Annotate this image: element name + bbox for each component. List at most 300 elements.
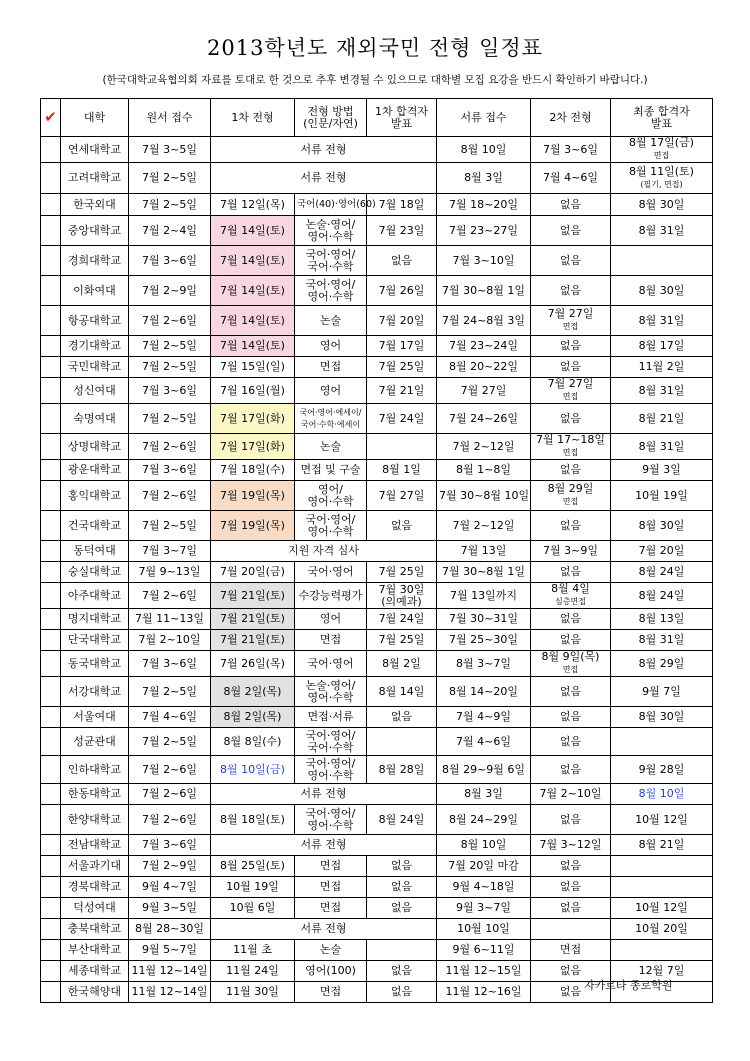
table-row [41, 630, 713, 651]
univ-name: 서울과기대 [61, 856, 129, 877]
apply-period: 7월 2~5일 [129, 163, 211, 194]
table-row [41, 481, 713, 511]
final-date: 8월 30일 [611, 194, 713, 216]
final-date: 8월 30일 [611, 511, 713, 541]
check-cell [41, 246, 61, 276]
pass1-date: 7월 24일 [367, 404, 437, 434]
final-date: 12월 7일 [611, 961, 713, 982]
exam-method: 영어(100) [295, 961, 367, 982]
round2-date: 없음 [531, 756, 611, 784]
table-row [41, 357, 713, 378]
pass1-date [367, 434, 437, 460]
pass1-date: 8월 14일 [367, 677, 437, 707]
docs-period: 7월 3~6일 [531, 137, 611, 163]
table-header-row [41, 99, 713, 137]
docs-period: 7월 24~26일 [437, 404, 531, 434]
apply-period: 7월 2~6일 [129, 784, 211, 805]
table-row [41, 541, 713, 562]
round1-date: 7월 17일(화) [211, 404, 295, 434]
round2-date: 없음 [531, 677, 611, 707]
round1-date: 7월 14일(토) [211, 336, 295, 357]
apply-period: 11월 12~14일 [129, 982, 211, 1003]
exam-method: 면접 [295, 898, 367, 919]
docs-period: 8월 14~20일 [437, 677, 531, 707]
exam-method: 영어/ 영어·수학 [295, 481, 367, 511]
round2-date: 없음 [531, 276, 611, 306]
page-subtitle: (한국대학교육협의회 자료를 토대로 한 것으로 추후 변경될 수 있으므로 대학별 모집 요강을 반드시 확인하기 바랍니다.) [102, 74, 648, 86]
table-row [41, 378, 713, 404]
merged-screening: 서류 전형 [211, 137, 437, 163]
apply-period: 7월 3~7일 [129, 541, 211, 562]
round2-date: 없음 [531, 562, 611, 583]
check-cell [41, 434, 61, 460]
table-row [41, 404, 713, 434]
univ-name: 경희대학교 [61, 246, 129, 276]
final-date: 8월 21일 [611, 404, 713, 434]
check-cell [41, 856, 61, 877]
apply-period: 7월 3~6일 [129, 460, 211, 481]
table-row [41, 609, 713, 630]
check-cell [41, 562, 61, 583]
univ-name: 인하대학교 [61, 756, 129, 784]
apply-period: 7월 2~5일 [129, 336, 211, 357]
check-cell [41, 919, 61, 940]
round1-date: 7월 16일(월) [211, 378, 295, 404]
table-row [41, 216, 713, 246]
apply-period: 7월 2~4일 [129, 216, 211, 246]
round1-date: 11월 24일 [211, 961, 295, 982]
pass1-date: 없음 [367, 982, 437, 1003]
check-cell [41, 940, 61, 961]
final-date: 8월 30일 [611, 707, 713, 728]
univ-name: 연세대학교 [61, 137, 129, 163]
docs-period: 7월 13일까지 [437, 583, 531, 609]
round1-date: 7월 12일(목) [211, 194, 295, 216]
round1-date: 10월 6일 [211, 898, 295, 919]
round2-date: 없음 [531, 961, 611, 982]
final-date: 9월 7일 [611, 677, 713, 707]
pass1-date: 8월 10일 [437, 835, 531, 856]
pass1-date: 7월 26일 [367, 276, 437, 306]
final-date: 8월 31일 [611, 378, 713, 404]
docs-period: 7월 2~10일 [531, 784, 611, 805]
round2-date: 7월 27일 면접 [531, 306, 611, 336]
check-cell [41, 511, 61, 541]
round2-date: 없음 [531, 898, 611, 919]
final-date: 8월 30일 [611, 276, 713, 306]
univ-name: 경기대학교 [61, 336, 129, 357]
round2-date: 없음 [531, 609, 611, 630]
check-cell [41, 194, 61, 216]
round2-date: 없음 [531, 982, 611, 1003]
round1-date: 7월 21일(토) [211, 630, 295, 651]
univ-name: 단국대학교 [61, 630, 129, 651]
round2-date: 7월 20일 [611, 541, 713, 562]
col-header-round2: 2차 전형 [531, 99, 611, 137]
docs-period [531, 919, 611, 940]
docs-period: 7월 2~12일 [437, 434, 531, 460]
pass1-date: 7월 24일 [367, 609, 437, 630]
docs-period: 8월 1~8일 [437, 460, 531, 481]
table-row [41, 707, 713, 728]
table-row [41, 194, 713, 216]
apply-period: 7월 11~13일 [129, 609, 211, 630]
univ-name: 건국대학교 [61, 511, 129, 541]
apply-period: 7월 2~6일 [129, 583, 211, 609]
final-date: 8월 17일 [611, 336, 713, 357]
col-header-method: 전형 방법 (인문/자연) [295, 99, 367, 137]
round1-date: 7월 18일(수) [211, 460, 295, 481]
final-date: 8월 29일 [611, 651, 713, 677]
univ-name: 전남대학교 [61, 835, 129, 856]
check-cell [41, 336, 61, 357]
apply-period: 11월 12~14일 [129, 961, 211, 982]
pass1-date: 없음 [367, 856, 437, 877]
exam-method: 논술 [295, 434, 367, 460]
check-cell [41, 481, 61, 511]
exam-method: 국어·영어 [295, 651, 367, 677]
exam-method: 국어·영어·에세이/ 국어·수학·에세이 [295, 404, 367, 434]
apply-period: 7월 2~5일 [129, 511, 211, 541]
apply-period: 7월 2~5일 [129, 677, 211, 707]
round2-date: 7월 27일 면접 [531, 378, 611, 404]
univ-name: 동국대학교 [61, 651, 129, 677]
apply-period: 7월 3~6일 [129, 835, 211, 856]
univ-name: 홍익대학교 [61, 481, 129, 511]
apply-period: 7월 2~10일 [129, 630, 211, 651]
exam-method: 영어 [295, 609, 367, 630]
table-row [41, 877, 713, 898]
apply-period: 7월 3~6일 [129, 651, 211, 677]
exam-method: 국어·영어 [295, 562, 367, 583]
univ-name: 서울여대 [61, 707, 129, 728]
pass1-date [367, 728, 437, 756]
check-cell [41, 163, 61, 194]
apply-period: 7월 3~6일 [129, 246, 211, 276]
final-date: 9월 3일 [611, 460, 713, 481]
exam-method: 논술·영어/ 영어·수학 [295, 677, 367, 707]
docs-period: 8월 3~7일 [437, 651, 531, 677]
apply-period: 7월 3~6일 [129, 378, 211, 404]
schedule-table [40, 98, 713, 1003]
final-date: 8월 13일 [611, 609, 713, 630]
pass1-date: 7월 21일 [367, 378, 437, 404]
round1-date: 11월 초 [211, 940, 295, 961]
apply-period: 7월 2~6일 [129, 434, 211, 460]
table-row [41, 460, 713, 481]
round2-date: 없음 [531, 336, 611, 357]
table-row [41, 728, 713, 756]
exam-method: 면접 [295, 357, 367, 378]
univ-name: 국민대학교 [61, 357, 129, 378]
docs-period: 11월 12~15일 [437, 961, 531, 982]
check-cell [41, 877, 61, 898]
round2-date: 없음 [531, 357, 611, 378]
round2-date: 없음 [531, 877, 611, 898]
round1-date: 7월 14일(토) [211, 276, 295, 306]
table-row [41, 919, 713, 940]
final-date: 10월 12일 [611, 898, 713, 919]
pass1-date: 8월 1일 [367, 460, 437, 481]
table-row [41, 511, 713, 541]
final-date: 8월 31일 [611, 306, 713, 336]
pass1-date: 7월 25일 [367, 630, 437, 651]
page-title: 2013학년도 재외국민 전형 일정표 [207, 36, 543, 60]
docs-period: 7월 30~8월 1일 [437, 562, 531, 583]
round1-date: 7월 17일(화) [211, 434, 295, 460]
check-cell [41, 541, 61, 562]
round2-date: 면접 [531, 940, 611, 961]
final-date: 10월 19일 [611, 481, 713, 511]
pass1-date: 7월 25일 [367, 562, 437, 583]
exam-method: 논술 [295, 306, 367, 336]
docs-period: 9월 4~18일 [437, 877, 531, 898]
univ-name: 중앙대학교 [61, 216, 129, 246]
docs-period: 7월 4~6일 [531, 163, 611, 194]
table-row [41, 805, 713, 835]
final-date: 9월 28일 [611, 756, 713, 784]
pass1-date: 8월 3일 [437, 784, 531, 805]
univ-name: 숙명여대 [61, 404, 129, 434]
round2-date: 8월 17일(금) 면접 [611, 137, 713, 163]
schedule-body [41, 137, 713, 1003]
docs-period: 7월 30~8월 10일 [437, 481, 531, 511]
univ-name: 성균관대 [61, 728, 129, 756]
exam-method: 면접 [295, 982, 367, 1003]
check-cell [41, 961, 61, 982]
round1-date: 8월 10일(금) [211, 756, 295, 784]
table-row [41, 137, 713, 163]
round1-date: 10월 19일 [211, 877, 295, 898]
exam-method: 면접 [295, 630, 367, 651]
pass1-date: 없음 [367, 898, 437, 919]
univ-name: 한양대학교 [61, 805, 129, 835]
apply-period: 7월 2~6일 [129, 756, 211, 784]
exam-method: 국어·영어/ 영어·수학 [295, 756, 367, 784]
univ-name: 항공대학교 [61, 306, 129, 336]
univ-name: 숭실대학교 [61, 562, 129, 583]
round1-date: 7월 20일(금) [211, 562, 295, 583]
pass1-date: 7월 25일 [367, 357, 437, 378]
round2-date: 7월 17~18일 면접 [531, 434, 611, 460]
merged-screening: 서류 전형 [211, 784, 437, 805]
pass1-date: 없음 [367, 961, 437, 982]
univ-name: 덕성여대 [61, 898, 129, 919]
round1-date: 7월 19일(목) [211, 481, 295, 511]
merged-screening: 서류 전형 [211, 919, 437, 940]
round1-date: 7월 15일(일) [211, 357, 295, 378]
pass1-date: 7월 17일 [367, 336, 437, 357]
apply-period: 7월 2~5일 [129, 194, 211, 216]
final-date [611, 940, 713, 961]
round2-date: 없음 [531, 216, 611, 246]
apply-period: 8월 28~30일 [129, 919, 211, 940]
table-row [41, 276, 713, 306]
final-date: 8월 31일 [611, 630, 713, 651]
table-row [41, 562, 713, 583]
docs-period: 7월 27일 [437, 378, 531, 404]
exam-method: 면접 [295, 877, 367, 898]
round2-date: 8월 21일 [611, 835, 713, 856]
check-cell [41, 982, 61, 1003]
table-row [41, 246, 713, 276]
pass1-date: 7월 23일 [367, 216, 437, 246]
round2-date: 8월 29일 면접 [531, 481, 611, 511]
table-row [41, 856, 713, 877]
docs-period: 7월 3~10일 [437, 246, 531, 276]
univ-name: 명지대학교 [61, 609, 129, 630]
table-row [41, 163, 713, 194]
exam-method: 영어 [295, 378, 367, 404]
univ-name: 성신여대 [61, 378, 129, 404]
docs-period: 7월 24~8월 3일 [437, 306, 531, 336]
exam-method: 국어·영어/ 영어·수학 [295, 805, 367, 835]
pass1-date: 8월 24일 [367, 805, 437, 835]
docs-period: 7월 3~12일 [531, 835, 611, 856]
pass1-date: 8월 10일 [437, 137, 531, 163]
col-header-round1: 1차 전형 [211, 99, 295, 137]
table-row [41, 756, 713, 784]
final-date: 11월 2일 [611, 357, 713, 378]
table-row [41, 434, 713, 460]
round2-date: 없음 [531, 630, 611, 651]
check-cell [41, 756, 61, 784]
docs-period: 7월 4~9일 [437, 707, 531, 728]
pass1-date: 없음 [367, 511, 437, 541]
final-date: 8월 24일 [611, 562, 713, 583]
pass1-date: 없음 [367, 246, 437, 276]
check-cell [41, 583, 61, 609]
check-cell [41, 137, 61, 163]
docs-period: 8월 24~29일 [437, 805, 531, 835]
round2-date: 8월 11일(토) (필기, 면접) [611, 163, 713, 194]
round2-date: 없음 [531, 707, 611, 728]
round1-date: 7월 19일(목) [211, 511, 295, 541]
exam-method: 논술·영어/ 영어·수학 [295, 216, 367, 246]
exam-method: 국어·영어/ 국어·수학 [295, 246, 367, 276]
table-row [41, 677, 713, 707]
apply-period: 9월 4~7일 [129, 877, 211, 898]
table-row [41, 336, 713, 357]
pass1-date: 7월 30일 (의예과) [367, 583, 437, 609]
round2-date: 8월 4일 심층면접 [531, 583, 611, 609]
docs-period: 7월 30~31일 [437, 609, 531, 630]
univ-name: 경북대학교 [61, 877, 129, 898]
docs-period: 9월 6~11일 [437, 940, 531, 961]
exam-method: 면접 [295, 856, 367, 877]
round1-date: 8월 2일(목) [211, 707, 295, 728]
table-row [41, 651, 713, 677]
round2-date: 없음 [531, 460, 611, 481]
round2-date: 10월 20일 [611, 919, 713, 940]
round1-date: 7월 14일(토) [211, 216, 295, 246]
table-row [41, 835, 713, 856]
pass1-date: 8월 28일 [367, 756, 437, 784]
univ-name: 광운대학교 [61, 460, 129, 481]
col-header-univ: 대학 [61, 99, 129, 137]
check-cell [41, 707, 61, 728]
round1-date: 7월 21일(토) [211, 583, 295, 609]
apply-period: 7월 2~6일 [129, 805, 211, 835]
round2-date: 없음 [531, 511, 611, 541]
docs-period: 7월 2~12일 [437, 511, 531, 541]
final-date: 8월 31일 [611, 434, 713, 460]
col-header-final: 최종 합격자 발표 [611, 99, 713, 137]
pass1-date: 7월 20일 [367, 306, 437, 336]
docs-period: 7월 18~20일 [437, 194, 531, 216]
pass1-date: 8월 2일 [367, 651, 437, 677]
apply-period: 9월 3~5일 [129, 898, 211, 919]
check-cell [41, 216, 61, 246]
check-cell [41, 306, 61, 336]
univ-name: 고려대학교 [61, 163, 129, 194]
check-cell [41, 357, 61, 378]
pass1-date: 없음 [367, 707, 437, 728]
apply-period: 7월 2~6일 [129, 481, 211, 511]
docs-period: 7월 23~24일 [437, 336, 531, 357]
exam-method: 국어·영어/ 국어·수학 [295, 728, 367, 756]
apply-period: 7월 2~9일 [129, 856, 211, 877]
round2-date: 없음 [531, 404, 611, 434]
col-header-pass1: 1차 합격자 발표 [367, 99, 437, 137]
univ-name: 부산대학교 [61, 940, 129, 961]
apply-period: 7월 2~5일 [129, 357, 211, 378]
apply-period: 7월 2~5일 [129, 404, 211, 434]
pass1-date: 없음 [367, 877, 437, 898]
final-date: 8월 31일 [611, 216, 713, 246]
final-date [611, 856, 713, 877]
apply-period: 7월 9~13일 [129, 562, 211, 583]
pass1-date [367, 940, 437, 961]
docs-period: 7월 20일 마감 [437, 856, 531, 877]
final-date [611, 877, 713, 898]
check-cell [41, 378, 61, 404]
round1-date: 8월 18일(토) [211, 805, 295, 835]
final-date: 10월 12일 [611, 805, 713, 835]
footer-credit: 자카르타 종로학원 [584, 979, 673, 992]
pass1-date: 8월 3일 [437, 163, 531, 194]
univ-name: 이화여대 [61, 276, 129, 306]
table-row [41, 306, 713, 336]
docs-period: 7월 4~6일 [437, 728, 531, 756]
check-cell [41, 835, 61, 856]
final-date: 8월 24일 [611, 583, 713, 609]
round2-date: 없음 [531, 246, 611, 276]
check-cell [41, 609, 61, 630]
docs-period: 7월 3~9일 [531, 541, 611, 562]
docs-period: 7월 30~8월 1일 [437, 276, 531, 306]
round2-date: 8월 10일 [611, 784, 713, 805]
univ-name: 서강대학교 [61, 677, 129, 707]
exam-method: 국어·영어/ 영어·수학 [295, 276, 367, 306]
pass1-date: 7월 27일 [367, 481, 437, 511]
table-row [41, 940, 713, 961]
univ-name: 한국해양대 [61, 982, 129, 1003]
merged-screening: 서류 전형 [211, 163, 437, 194]
exam-method: 영어 [295, 336, 367, 357]
exam-method: 수강능력평가 [295, 583, 367, 609]
round1-date: 11월 30일 [211, 982, 295, 1003]
round1-date: 8월 8일(수) [211, 728, 295, 756]
round2-date: 없음 [531, 194, 611, 216]
univ-name: 아주대학교 [61, 583, 129, 609]
check-cell [41, 651, 61, 677]
check-mark-icon: ✔ [41, 99, 61, 137]
round1-date: 7월 21일(토) [211, 609, 295, 630]
col-header-docs: 서류 접수 [437, 99, 531, 137]
round2-date: 8월 9일(목) 면접 [531, 651, 611, 677]
check-cell [41, 677, 61, 707]
